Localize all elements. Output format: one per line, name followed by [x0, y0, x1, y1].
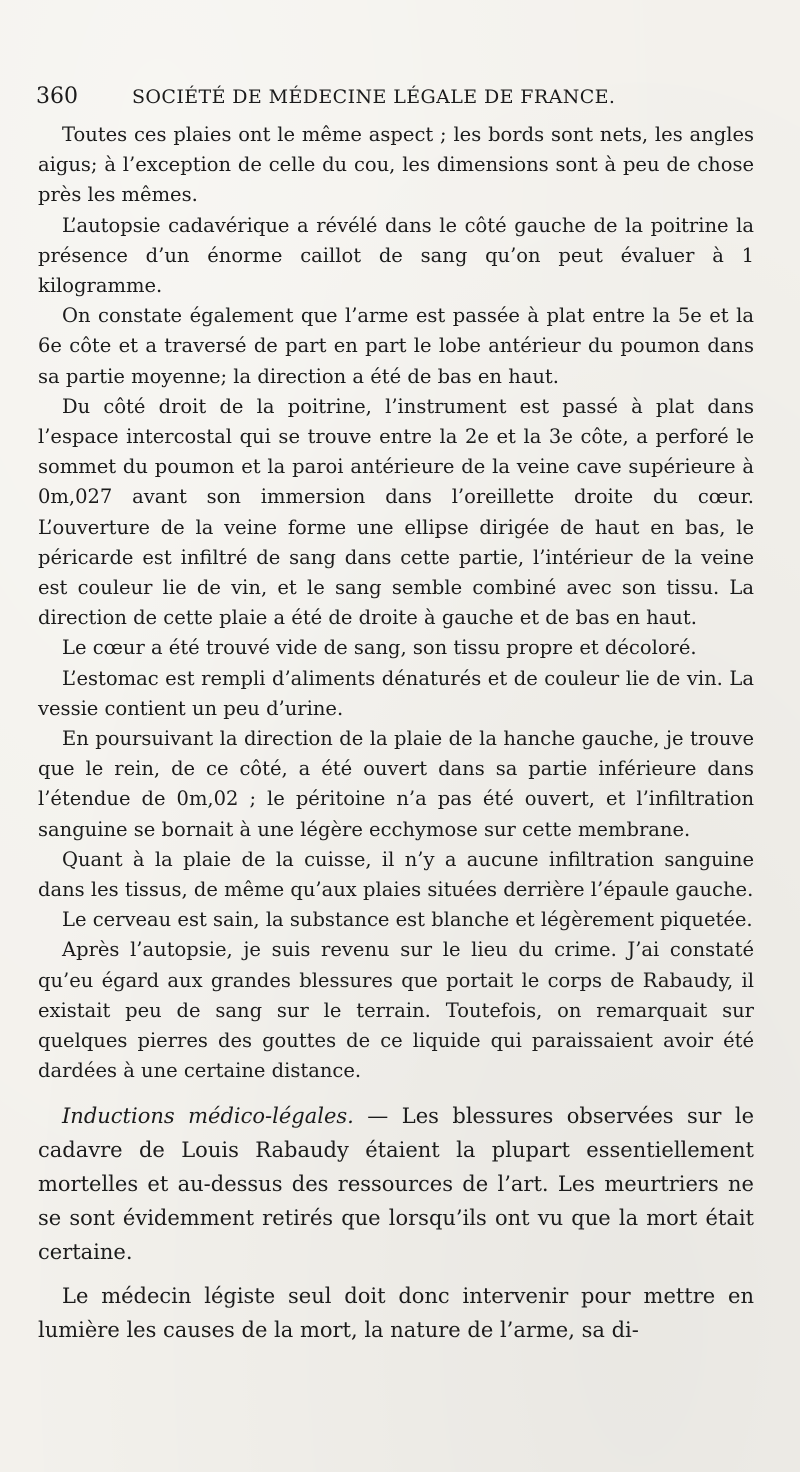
body-text [38, 120, 754, 1347]
running-title: SOCIÉTÉ DE MÉDECINE LÉGALE DE FRANCE. [132, 86, 616, 108]
page-header [36, 80, 756, 114]
paragraph: L’estomac est rempli d’aliments dénaturés et de couleur lie de vin. La vessie contient un peu d’urine. [38, 666, 754, 720]
paragraph: Le cerveau est sain, la substance est blanche et légèrement piquetée. [62, 908, 753, 932]
paragraph: Quant à la plaie de la cuisse, il n’y a aucune infiltration sanguine dans les tissus, de même qu’aux plaies situées derrière l’épaule gauche. [38, 847, 754, 902]
paragraph: Le cœur a été trouvé vide de sang, son tissu propre et décoloré. [62, 636, 697, 660]
paragraph: Après l’autopsie, je suis revenu sur le lieu du crime. J’ai constaté qu’eu égard aux grandes blessures que portait le corps de Rabaudy, il existait peu de sang sur le terrain. Toutefois, on remarquait sur quelques pierres des gouttes de ce liquide qui paraissaient avoir été dardées à une certaine distance. [38, 938, 754, 1083]
paragraph: Du côté droit de la poitrine, l’instrument est passé à plat dans l’espace intercostal qui se trouve entre la 2e et la 3e côte, a perforé le sommet du poumon et la paroi antérieure de la veine cave supérieure à 0m,027 avant son immersion dans l’oreillette droite du cœur. L’ouverture de la veine forme une ellipse dirigée de haut en bas, le péricarde est infiltré de sang dans cette partie, l’intérieur de la veine est couleur lie de vin, et le sang semble combiné avec son tissu. La direction de cette plaie a été de droite à gauche et de bas en haut. [38, 394, 754, 630]
section-paragraph [38, 1099, 754, 1269]
final-paragraph: Le médecin légiste seul doit donc intervenir pour mettre en lumière les causes de la mort, la nature de l’arme, sa di- [38, 1283, 754, 1342]
section-title: Inductions médico-légales. [62, 1103, 354, 1128]
paragraph: En poursuivant la direction de la plaie de la hanche gauche, je trouve que le rein, de ce côté, a été ouvert dans sa partie inférieure dans l’étendue de 0m,02 ; le péritoine n’a pas été ouvert, et l’infiltration sanguine se bornait à une légère ecchymose sur cette membrane. [38, 727, 754, 841]
paragraph: L’autopsie cadavérique a révélé dans le côté gauche de la poitrine la présence d’un énorme caillot de sang qu’on peut évaluer à 1 kilogramme. [38, 213, 754, 298]
paragraph: Toutes ces plaies ont le même aspect ; les bords sont nets, les angles aigus; à l’exception de celle du cou, les dimensions sont à peu de chose près les mêmes. [38, 123, 754, 207]
page-number: 360 [36, 84, 78, 109]
section-lead-text: — Les blessures observées sur le cadavre de Louis Rabaudy étaient la plupart essentiellement mortelles et au-dessus des ressources de l’art. Les meurtriers ne se sont évidemment retirés que lorsqu’ils ont vu que la mort était certaine. [38, 1103, 755, 1264]
paragraph: On constate également que l’arme est passée à plat entre la 5e et la 6e côte et a traversé de part en part le lobe antérieur du poumon dans sa partie moyenne; la direction a été de bas en haut. [38, 304, 754, 388]
